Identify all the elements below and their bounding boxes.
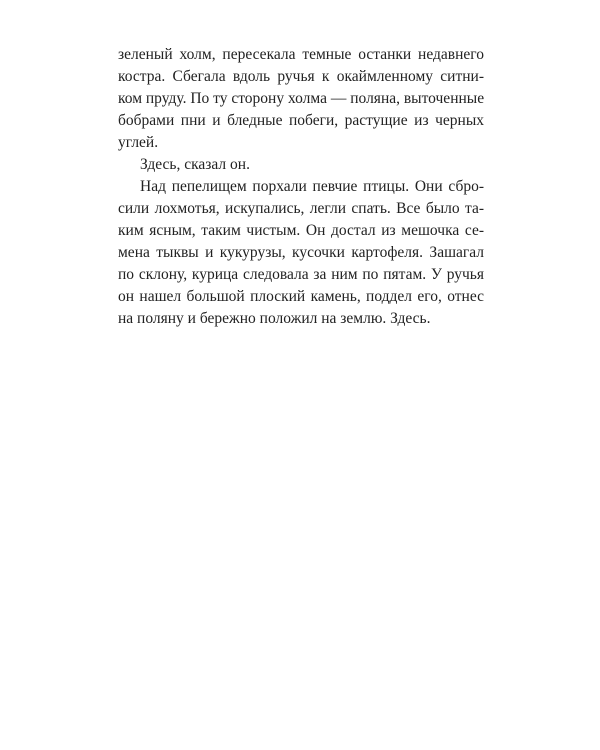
body-text [118, 44, 484, 330]
text-line: по склону, курица следовала за ним по пятам. У ручья [118, 266, 484, 283]
text-line: Над пепелищем порхали певчие птицы. Они сбро- [140, 178, 484, 195]
text-line: углей. [118, 134, 159, 151]
text-line: на поляну и бережно положил на землю. Здесь. [118, 310, 431, 327]
text-line: ким ясным, таким чистым. Он достал из мешочка се- [118, 222, 484, 239]
text-line: он нашел большой плоский камень, поддел его, отнес [118, 288, 484, 305]
text-line: костра. Сбегала вдоль ручья к окаймленному ситни- [118, 68, 484, 85]
text-line: зеленый холм, пересекала темные останки недавнего [118, 46, 484, 63]
text-line: бобрами пни и бледные побеги, растущие из черных [118, 112, 484, 129]
text-line: ком пруду. По ту сторону холма — поляна, выточенные [118, 90, 485, 107]
text-line: Здесь, сказал он. [140, 156, 250, 173]
text-line: мена тыквы и кукурузы, кусочки картофеля. Зашагал [118, 244, 484, 261]
text-line: сили лохмотья, искупались, легли спать. Все было та- [118, 200, 484, 217]
